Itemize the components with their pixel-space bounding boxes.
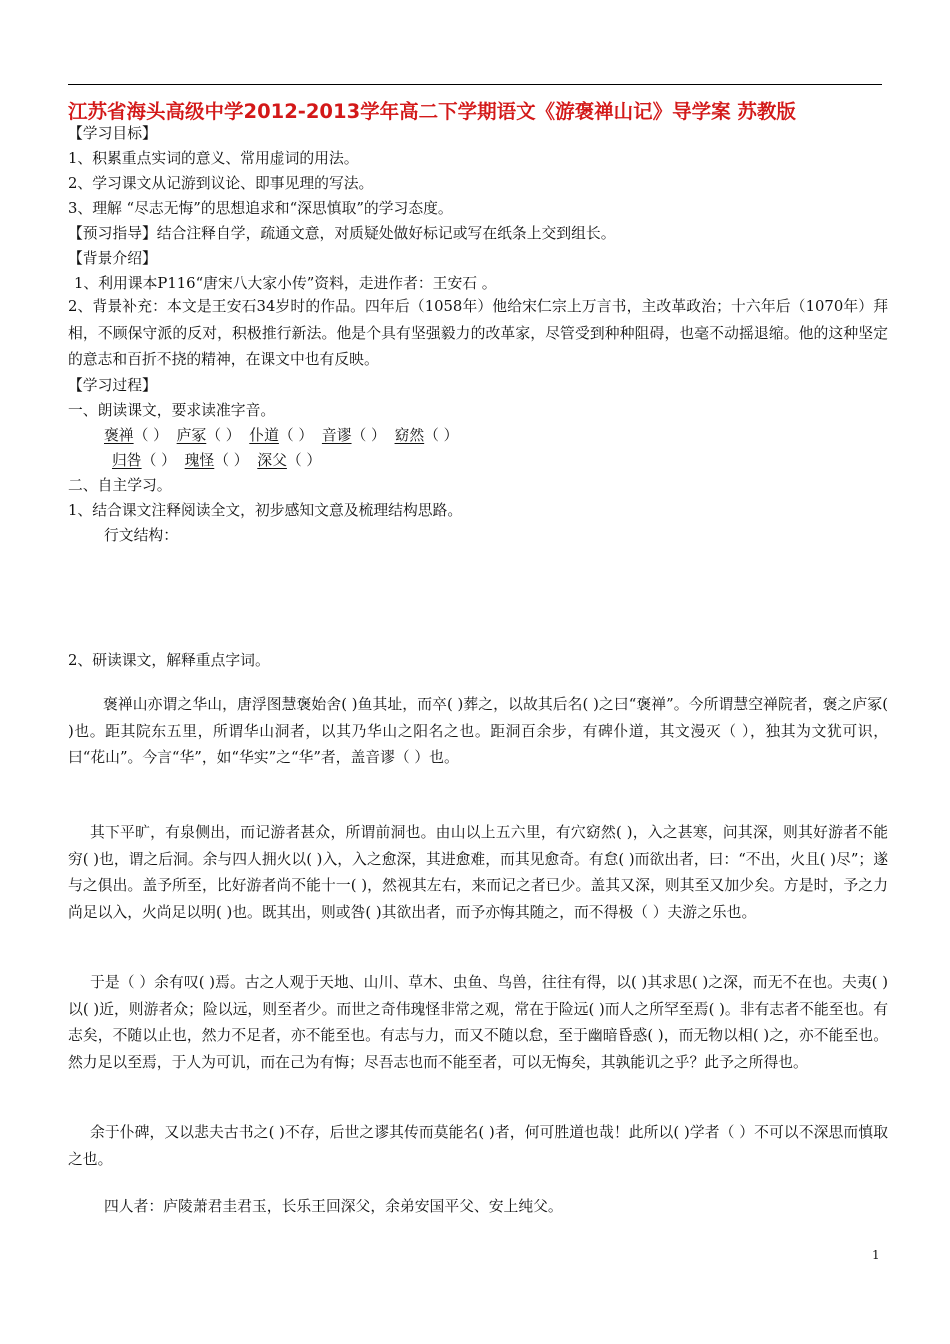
pron-word: 深父	[257, 452, 287, 469]
passage-paragraph-5: 四人者：庐陵萧君圭君玉，长乐王回深父，余弟安国平父、安上纯父。	[104, 1198, 563, 1215]
passage-paragraph-1: 褒禅山亦谓之华山，唐浮图慧褒始舍( )鱼其址，而卒( )葬之，以故其后名( )之曰“褒禅”。今所谓慧空禅院者，褒之庐冢( )也。距其院东五里，所谓华山洞者，以其乃华山之阳名之也。距洞百余步，有碑仆道，其文漫灭（ ），独其为文犹可识，曰“花山”。今言“华”，如“华实”之“华”者，盖音谬（ ）也。	[68, 696, 888, 766]
background-item-1: 1、利用课本P116“唐宋八大家小传”资料，走进作者：王安石 。	[74, 275, 497, 292]
pron-blank[interactable]: （ ）	[286, 452, 322, 469]
pron-word: 归咎	[112, 452, 142, 469]
pron-word: 窈然	[394, 427, 425, 444]
goal-3: 3、理解 “尽志无悔”的思想追求和“深思慎取”的学习态度。	[68, 200, 453, 217]
pronunciation-row-2	[112, 451, 321, 471]
goal-2: 2、学习课文从记游到议论、即事见理的写法。	[68, 175, 374, 192]
pron-word: 音谬	[321, 427, 352, 444]
background-item-2: 2、背景补充：本文是王安石34岁时的作品。四年后（1058年）他给宋仁宗上万言书，主改革政治；十六年后（1070年）拜相，不顾保守派的反对，积极推行新法。他是个具有坚强毅力的改革家，尽管受到种种阻碍，也毫不动摇退缩。他的这种坚定的意志和百折不挠的精神，在课文中也有反映。	[68, 298, 888, 368]
pron-blank[interactable]: （ ）	[351, 427, 386, 444]
structure-label: 行文结构：	[104, 527, 178, 544]
pron-blank[interactable]: （ ）	[133, 427, 168, 444]
step-2-1: 1、结合课文注释阅读全文，初步感知文意及梳理结构思路。	[68, 502, 463, 519]
pron-word: 瑰怪	[184, 452, 215, 469]
pron-word: 褒禅	[104, 427, 134, 444]
page-number: 1	[872, 1248, 880, 1262]
document-title: 江苏省海头高级中学2012-2013学年高二下学期语文《游褒禅山记》导学案 苏教版	[68, 100, 796, 123]
goal-1: 1、积累重点实词的意义、常用虚词的用法。	[68, 150, 359, 167]
pron-word: 庐冢	[176, 427, 207, 444]
background-header: 【背景介绍】	[68, 250, 157, 267]
passage-paragraph-4: 余于仆碑，又以悲夫古书之( )不存，后世之谬其传而莫能名( )者，何可胜道也哉！此所以( )学者（ ）不可以不深思而慎取之也。	[68, 1124, 888, 1168]
pron-blank[interactable]: （ ）	[424, 427, 459, 444]
pronunciation-row-1	[104, 426, 458, 446]
step-2-2: 2、研读课文，解释重点字词。	[68, 652, 270, 669]
pron-blank[interactable]: （ ）	[214, 452, 249, 469]
preview-guide: 【预习指导】结合注释自学，疏通文意，对质疑处做好标记或写在纸条上交到组长。	[68, 225, 616, 242]
step-1: 一、朗读课文，要求读准字音。	[68, 402, 276, 419]
passage-paragraph-3: 于是（ ）余有叹( )焉。古之人观于天地、山川、草木、虫鱼、鸟兽，往往有得，以( )其求思( )之深，而无不在也。夫夷( )以( )近，则游者众；险以远，则至者少。而世之奇伟瑰怪非常之观，常在于险远( )而人之所罕至焉( )。非有志者不能至也。有志矣，不随以止也，然力不足者，亦不能至也。有志与力，而又不随以怠，至于幽暗昏惑( )，而无物以相( )之，亦不能至也。然力足以至焉，于人为可讥，而在己为有悔；尽吾志也而不能至者，可以无悔矣，其孰能讥之乎？此予之所得也。	[68, 974, 888, 1071]
pron-blank[interactable]: （ ）	[206, 427, 241, 444]
pron-blank[interactable]: （ ）	[278, 427, 314, 444]
process-header: 【学习过程】	[68, 377, 157, 394]
header-rule	[68, 84, 882, 85]
pron-blank[interactable]: （ ）	[141, 452, 176, 469]
passage-paragraph-2: 其下平旷，有泉侧出，而记游者甚众，所谓前洞也。由山以上五六里，有穴窈然( )，入之甚寒，问其深，则其好游者不能穷( )也，谓之后洞。余与四人拥火以( )入，入之愈深，其进愈难，而其见愈奇。有怠( )而欲出者，曰：“不出，火且( )尽”；遂与之俱出。盖予所至，比好游者尚不能十一( )，然视其左右，来而记之者已少。盖其又深，则其至又加少矣。方是时，予之力尚足以入，火尚足以明( )也。既其出，则或咎( )其欲出者，而予亦悔其随之，而不得极（ ）夫游之乐也。	[68, 824, 888, 921]
pron-word: 仆道	[249, 427, 279, 444]
step-2: 二、自主学习。	[68, 477, 172, 494]
goals-header: 【学习目标】	[68, 125, 157, 142]
